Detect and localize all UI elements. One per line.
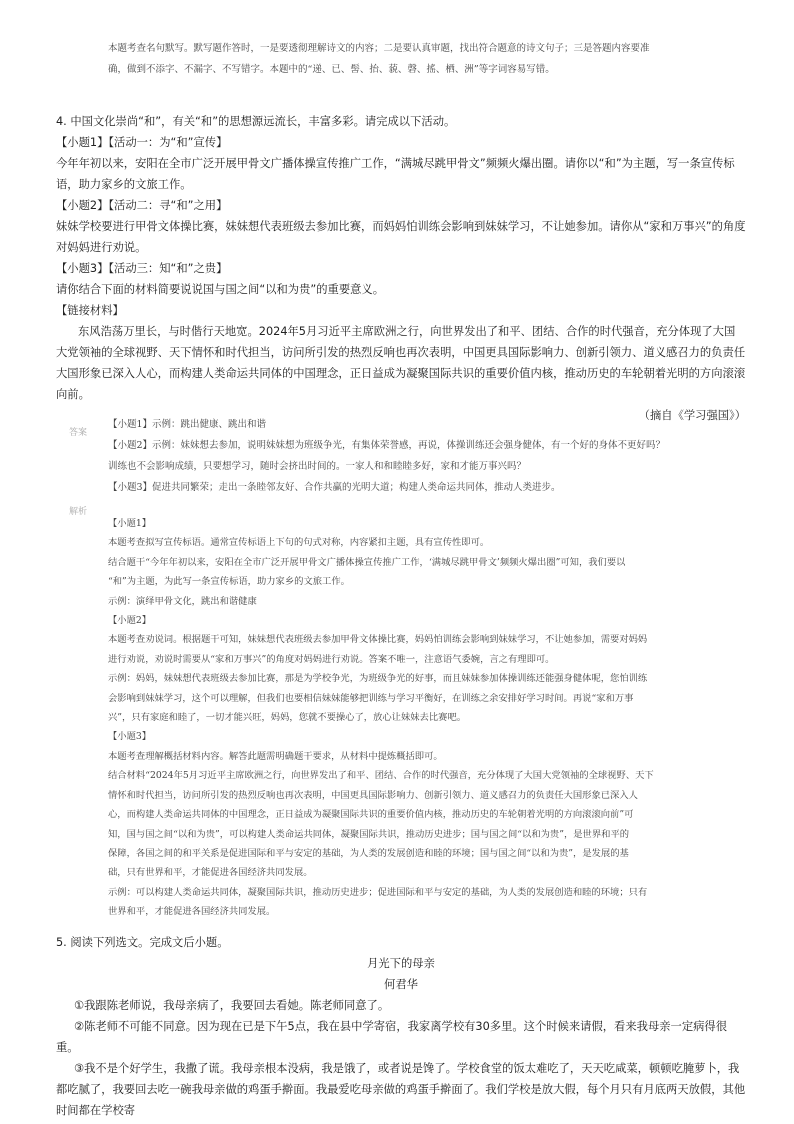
- analysis-line: 心，而构建人类命运共同体的中国理念，正日益成为凝聚国际共识的重要价值内核，推动历史的车轮朝着光明的方向滚滚向前”可: [108, 809, 634, 821]
- analysis-label: 解析: [69, 507, 88, 517]
- analysis-line: 保障，各国之间的和平关系是促进国际和平与安定的基础，为人类的发展创造和睦的环境；国与国之间“以和为贵”，是发展的基: [108, 847, 629, 859]
- analysis-line: 情怀和时代担当，访问所引发的热烈反响也再次表明，中国更具国际影响力、创新引领力、道义感召力的负责任大国形象已深入人: [108, 789, 638, 801]
- analysis-line: 结合题干“今年年初以来，安阳在全市广泛开展甲骨文广播体操宣传推广工作，‘满城尽跳甲骨文’频频火爆出圈”可知，我们要以: [108, 556, 626, 568]
- analysis-line: 示例：可以构建人类命运共同体，凝聚国际共识，推动历史进步；促进国际和平与安定的基础，为人类的发展创造和睦的环境；只有: [108, 886, 648, 898]
- previous-analysis-note: [108, 38, 708, 80]
- question-4: [56, 111, 746, 426]
- answer-line: 【小题2】示例：妹妹想去参加，说明妹妹想为班级争光，有集体荣誉感，再说，体操训练还会强身健体，有一个好的身体不更好吗？: [108, 440, 666, 451]
- analysis-line: 础，只有世界和平，才能促进各国经济共同发展。: [108, 867, 313, 879]
- subquestion-2-body: 妹妹学校要进行甲骨文体操比赛，妹妹想代表班级去参加比赛，而妈妈怕训练会影响到妹妹学习，不让她参加。请你从“家和万事兴”的角度对妈妈进行劝说。: [56, 220, 746, 254]
- link-material-heading: 【链接材料】: [56, 304, 124, 317]
- article-paragraph: ②陈老师不可能不同意。因为现在已是下午5点，我在县中学寄宿，我家离学校有30多里。这个时候来请假，看来我母亲一定病得很重。: [56, 1020, 728, 1054]
- answer-label: 答案: [69, 428, 88, 438]
- subquestion-2-heading: 【小题2】【活动二：寻“和”之用】: [56, 199, 228, 212]
- answer-block: [108, 414, 748, 498]
- article-paragraph: ①我跟陈老师说，我母亲病了，我要回去看她。陈老师同意了。: [74, 999, 390, 1012]
- analysis-line: 【小题1】: [108, 518, 152, 529]
- subquestion-1-heading: 【小题1】【活动一：为“和”宣传】: [56, 136, 228, 149]
- note-line: 确，做到不添字、不漏字、不写错字。本题中的“递、已、髻、抬、藐、磬、搖、栖、洲”等字词容易写错。: [108, 64, 555, 75]
- material-source: （摘自《学习强国》）: [638, 409, 746, 422]
- question-5: [56, 932, 746, 1121]
- analysis-line: “和”为主题，为此写一条宣传标语，助力家乡的文旅工作。: [108, 576, 350, 588]
- analysis-line: 本题考查拟写宣传标语。通常宣传标语上下句的句式对称，内容紧扣主题，具有宣传性即可。: [108, 537, 490, 549]
- article-paragraph: ③我不是个好学生，我撒了谎。我母亲根本没病，我是饿了，或者说是馋了。学校食堂的饭太难吃了，天天吃咸菜，顿顿吃腌萝卜，我都吃腻了，我要回去吃一碗我母亲做的鸡蛋手擀面。我最爱吃母亲做的鸡蛋手擀面了。我们学校是放大假，每个月只有月底两天放假，其他时间都在学校寄: [56, 1062, 746, 1117]
- article-title: 月光下的母亲: [367, 957, 435, 970]
- analysis-line: 【小题2】: [108, 615, 152, 627]
- analysis-line: 本题考查劝说词。根据题干可知，妹妹想代表班级去参加甲骨文体操比赛，妈妈怕训练会影响到妹妹学习，不让她参加，需要对妈妈: [108, 634, 648, 646]
- subquestion-1-body: 今年年初以来，安阳在全市广泛开展甲骨文广播体操宣传推广工作，“满城尽跳甲骨文”频频火爆出圈。请你以“和”为主题，写一条宣传标语，助力家乡的文旅工作。: [56, 157, 735, 191]
- link-material-text: 东风浩荡万里长，与时偕行天地宽。2024年5月习近平主席欧洲之行，向世界发出了和平、团结、合作的时代强音，充分体现了大国大党领袖的全球视野、天下情怀和时代担当，访问所引发的热烈反响也再次表明，中国更具国际影响力、创新引领力、道义感召力的负责任大国形象已深入人心，而构建人类命运共同体的中国理念，正日益成为凝聚国际共识的重要价值内核，推动历史的车轮朝着光明的方向滚滚向前。: [56, 325, 746, 401]
- subquestion-3-body: 请你结合下面的材料简要说说国与国之间“以和为贵”的重要意义。: [56, 283, 385, 296]
- analysis-line: 本题考查理解概括材料内容。解答此题需明确题干要求，从材料中提炼概括即可。: [108, 750, 443, 762]
- analysis-line: 示例：演绎甲骨文化，跳出和谐健康: [108, 595, 257, 607]
- analysis-line: 进行劝说，劝说时需要从“家和万事兴”的角度对妈妈进行劝说。答案不唯一，注意语气委婉，言之有理即可。: [108, 653, 555, 665]
- analysis-line: 示例：妈妈，妹妹想代表班级去参加比赛，那是为学校争光，为班级争光的好事，而且妹妹参加体操训练还能强身健体呢，您怕训练: [108, 673, 648, 685]
- answer-line: 【小题1】示例：跳出健康、跳出和谐: [108, 419, 267, 430]
- analysis-line: 知，国与国之间“以和为贵”，可以构建人类命运共同体，凝聚国际共识，推动历史进步；国与国之间“以和为贵”，是世界和平的: [108, 828, 630, 840]
- note-line: 本题考查名句默写。默写题作答时，一是要透彻理解诗文的内容；二是要认真审题，找出符合题意的诗文句子；三是答题内容要准: [108, 43, 650, 54]
- question-4-title: 4. 中国文化崇尚“和”，有关“和”的思想源远流长，丰富多彩。请完成以下活动。: [56, 115, 456, 128]
- analysis-line: 【小题3】: [108, 731, 152, 743]
- analysis-line: 结合材料“2024年5月习近平主席欧洲之行，向世界发出了和平、团结、合作的时代强音，充分体现了大国大党领袖的全球视野、天下: [108, 770, 654, 782]
- analysis-block: [108, 514, 748, 922]
- analysis-line: 世界和平，才能促进各国经济共同发展。: [108, 906, 276, 918]
- analysis-line: 兴”，只有家庭和睦了，一切才能兴旺，妈妈，您就不要操心了，放心让妹妹去比赛吧。: [108, 712, 467, 724]
- subquestion-3-heading: 【小题3】【活动三：知“和”之贵】: [56, 262, 228, 275]
- answer-line: 【小题3】促进共同繁荣；走出一条睦邻友好、合作共赢的光明大道；构建人类命运共同体，推动人类进步。: [108, 482, 561, 493]
- answer-line: 训练也不会影响成绩，只要想学习，随时会挤出时间的。一家人和和睦睦多好，家和才能万事兴吗？: [108, 461, 527, 472]
- article-author: 何君华: [384, 978, 418, 991]
- question-5-title: 5. 阅读下列选文。完成文后小题。: [56, 936, 229, 949]
- analysis-line: 会影响到妹妹学习，这个可以理解，但我们也要相信妹妹能够把训练与学习平衡好，在训练之余安排好学习时间。再说“家和万事: [108, 692, 634, 704]
